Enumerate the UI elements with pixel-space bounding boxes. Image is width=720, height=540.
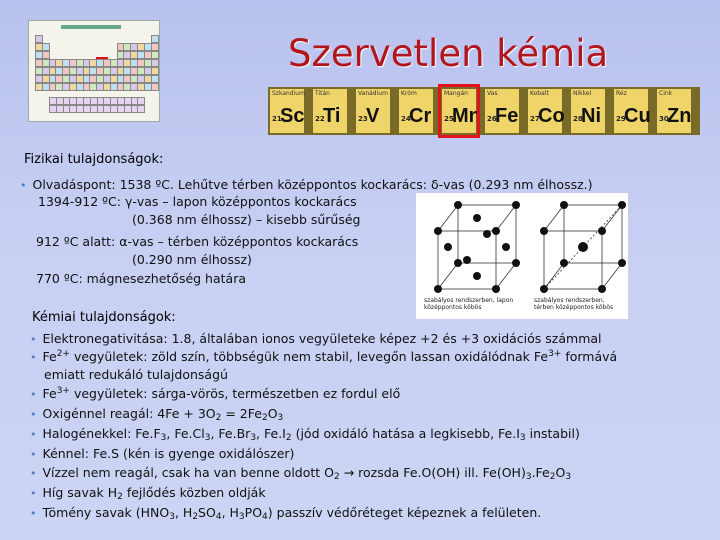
element-symbol: Co <box>538 105 565 127</box>
element-cell-ni <box>571 89 605 133</box>
element-cell-cu <box>614 89 651 133</box>
element-name: Vas <box>487 90 498 97</box>
periodic-table-header-bar <box>61 25 121 29</box>
periodic-cell <box>151 75 159 83</box>
element-symbol: Fe <box>495 105 519 127</box>
element-cell-sc <box>270 89 304 133</box>
element-name: Titán <box>315 90 330 97</box>
element-symbol: Mn <box>452 105 481 127</box>
iron-highlight-frame <box>438 84 480 138</box>
chemical-line-2: • $Fe^{2+}$ vegyületek: zöld szín, többségük nem stabil, levegőn lassan oxidálódnak $Fe^{3+}$ formává <box>30 349 618 364</box>
element-name: Nikkel <box>573 90 592 97</box>
periodic-cell <box>151 35 159 43</box>
periodic-cell <box>151 51 159 59</box>
chemical-line-4: • Oxigénnel reagál: $4Fe + 3O_2 = 2Fe_2O_3$ <box>30 406 284 423</box>
physical-properties-heading: Fizikai tulajdonságok: <box>24 152 164 167</box>
chemical-line-6: • Kénnel: Fe.S (kén is gyenge oxidálószer) <box>30 446 295 461</box>
chemical-line-2-cont: emiatt redukáló tulajdonságú <box>44 367 228 382</box>
bullet-icon: • <box>30 448 37 461</box>
physical-line-5: (0.290 nm élhossz) <box>132 252 252 267</box>
lattice-caption-right: szabályos rendszerben, térben középpontos köbös <box>534 297 614 311</box>
element-symbol: Zn <box>667 105 692 127</box>
atomic-number: 24 <box>401 115 411 123</box>
atomic-number: 21 <box>272 115 282 123</box>
physical-line-4: 912 ºC alatt: α-vas – térben középpontos kockarács <box>36 234 359 249</box>
bullet-icon: • <box>30 408 37 421</box>
periodic-cell <box>151 59 159 67</box>
periodic-cell <box>42 43 50 51</box>
element-symbol: Ti <box>323 105 341 127</box>
bullet-icon: • <box>20 179 27 192</box>
element-name: Vanádium <box>358 90 388 97</box>
lattice-caption-left: szabályos rendszerben, lapon középpontos köbös <box>424 297 514 311</box>
element-name: Kobalt <box>530 90 549 97</box>
atomic-number: 28 <box>573 115 583 123</box>
physical-line-6: 770 ºC: mágnesezhetőség határa <box>36 271 246 286</box>
element-cell-fe <box>485 89 519 133</box>
periodic-cell <box>151 83 159 91</box>
bullet-icon: • <box>30 428 37 441</box>
atomic-number: 22 <box>315 115 325 123</box>
chemical-line-9: • Tömény savak ($HNO_3$, $H_2SO_4$, $H_3PO_4$) passzív védőréteget képeznek a felületen. <box>30 505 542 522</box>
element-cell-ti <box>313 89 347 133</box>
bullet-icon: • <box>30 333 37 346</box>
atomic-number: 29 <box>616 115 626 123</box>
periodic-cell <box>42 51 50 59</box>
periodic-cell <box>137 97 145 105</box>
chemical-line-3: • $Fe^{3+}$ vegyületek: sárga-vörös, természetben ez fordul elő <box>30 386 401 401</box>
physical-line-2: 1394-912 ºC: γ-vas – lapon középpontos kockarács <box>38 194 357 209</box>
atomic-number: 25 <box>444 115 454 123</box>
crystal-lattice-image <box>416 193 628 319</box>
bullet-icon: • <box>30 487 37 500</box>
atomic-number: 23 <box>358 115 368 123</box>
atomic-number: 27 <box>530 115 540 123</box>
chemical-line-8: • Híg savak $H_2$ fejlődés közben oldják <box>30 485 266 502</box>
chemical-line-5: • Halogénekkel: $Fe.F_3$, $Fe.Cl_3$, $Fe.Br_3$, $Fe.I_2$ (jód oxidáló hatása a legkisebb, $Fe.I_3$ instabil) <box>30 426 580 443</box>
element-cell-v <box>356 89 390 133</box>
element-symbol: Ni <box>581 105 601 127</box>
element-name: Szkandium <box>272 90 305 97</box>
bullet-icon: • <box>30 467 37 480</box>
element-strip <box>268 87 700 135</box>
element-cell-cr <box>399 89 433 133</box>
bullet-icon: • <box>30 351 37 364</box>
periodic-cell <box>151 67 159 75</box>
bullet-icon: • <box>30 507 37 520</box>
element-name: Cink <box>659 90 673 97</box>
periodic-cell <box>151 43 159 51</box>
periodic-table-thumbnail <box>28 20 160 122</box>
physical-line-3: (0.368 nm élhossz) – kisebb sűrűség <box>132 212 361 227</box>
element-name: Króm <box>401 90 417 97</box>
chemical-properties-heading: Kémiai tulajdonságok: <box>32 310 176 325</box>
periodic-cell <box>35 35 43 43</box>
element-symbol: Cr <box>409 105 432 127</box>
periodic-cell <box>137 105 145 113</box>
atomic-number: 26 <box>487 115 497 123</box>
element-name: Mangán <box>444 90 468 97</box>
element-name: Réz <box>616 90 627 97</box>
chemical-line-1: • Elektronegativitása: 1.8, általában ionos vegyületeke képez +2 és +3 oxidációs számmal <box>30 331 602 346</box>
page-title: Szervetlen kémia <box>288 32 609 75</box>
element-symbol: Cu <box>624 105 651 127</box>
element-cell-co <box>528 89 565 133</box>
physical-line-1: • Olvadáspont: 1538 ºC. Lehűtve térben középpontos kockarács: δ-vas (0.293 nm élhossz.) <box>20 177 593 192</box>
atomic-number: 30 <box>659 115 669 123</box>
chemical-line-7: • Vízzel nem reagál, csak ha van benne oldott $O_2$ → rozsda Fe.O(OH) ill. $Fe(OH)_3.Fe_2O_3$ <box>30 465 572 482</box>
bullet-icon: • <box>30 388 37 401</box>
element-symbol: V <box>366 105 380 127</box>
element-symbol: Sc <box>280 105 305 127</box>
element-cell-zn <box>657 89 691 133</box>
